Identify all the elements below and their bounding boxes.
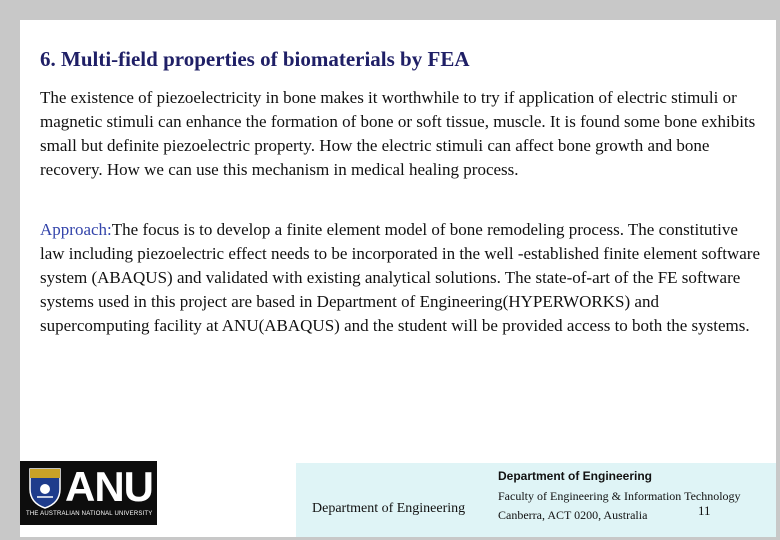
- crest-icon: [28, 467, 62, 509]
- anu-logo: [20, 461, 157, 525]
- footer-department: Department of Engineering: [498, 469, 653, 483]
- slide-title: 6. Multi-field properties of biomaterials by FEA: [40, 47, 470, 71]
- approach-paragraph: [40, 218, 760, 338]
- slide: [20, 20, 776, 537]
- intro-paragraph: The existence of piezoelectricity in bone makes it worthwhile to try if application of electric stimuli or magnetic stimuli can enhance the formation of bone or soft tissue, muscle. It is found some bone exhibits small but definite piezoelectric property. How the electric stimuli can affect bone growth and bone recovery. How we can use this mechanism in medical healing process.: [40, 88, 756, 179]
- page-number: 11: [698, 503, 711, 518]
- footer-department-label: Department of Engineering: [312, 501, 466, 516]
- anu-subtitle: THE AUSTRALIAN NATIONAL UNIVERSITY: [26, 511, 153, 517]
- anu-wordmark: ANU: [65, 463, 153, 510]
- footer-faculty: Faculty of Engineering & Information Technology: [498, 489, 741, 503]
- approach-label: Approach:: [40, 220, 112, 239]
- footer-address: Canberra, ACT 0200, Australia: [498, 508, 648, 522]
- footer: [296, 463, 776, 537]
- approach-text: The focus is to develop a finite element model of bone remodeling process. The constitutive law including piezoelectric effect needs to be incorporated in the well -established finite element software system (ABAQUS) and validated with existing analytical solutions. The state-of-art of the FE software systems used in this project are based in Department of Engineering(HYPERWORKS) and supercomputing facility at ANU(ABAQUS) and the student will be provided access to both the systems.: [40, 220, 761, 335]
